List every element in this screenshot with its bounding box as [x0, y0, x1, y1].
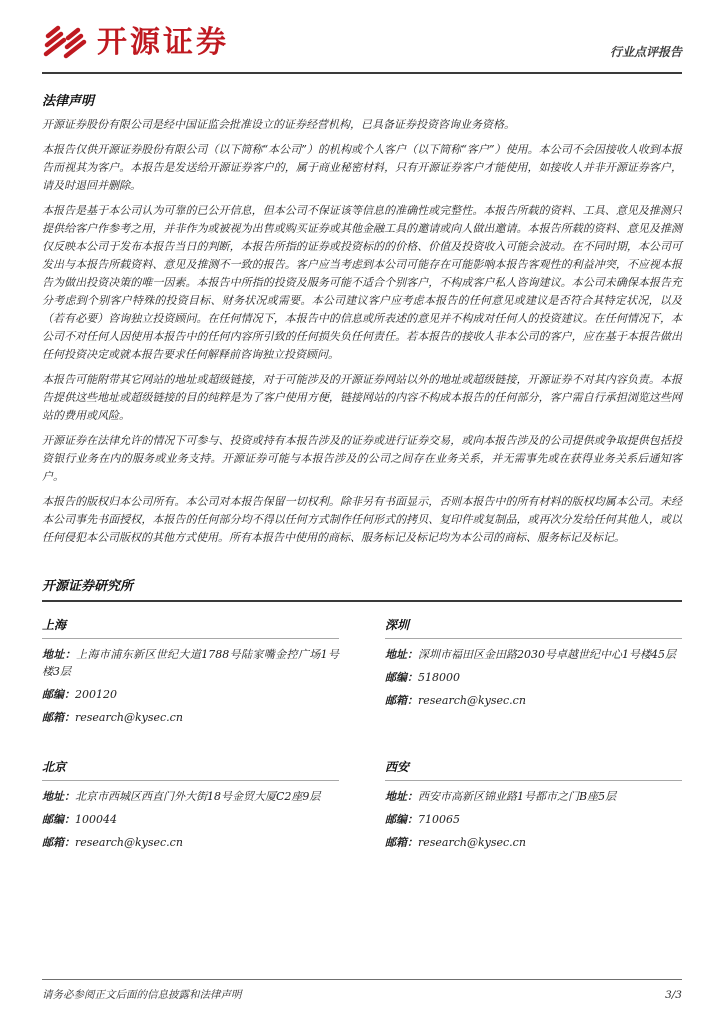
office-shanghai — [42, 616, 339, 732]
report-type-label: 行业点评报告 — [609, 45, 682, 59]
page-footer — [42, 979, 682, 1002]
office-grid — [42, 616, 682, 857]
office-email — [385, 834, 682, 851]
office-email — [42, 834, 339, 851]
postal-value: 518000 — [418, 671, 460, 684]
address-label: 地址： — [385, 790, 418, 803]
office-postal — [385, 811, 682, 828]
email-value: research@kysec.cn — [75, 711, 183, 724]
email-value: research@kysec.cn — [75, 836, 183, 849]
office-postal — [42, 811, 339, 828]
legal-title: 法律声明 — [42, 94, 95, 109]
legal-paragraph: 本报告的版权归本公司所有。本公司对本报告保留一切权利。除非另有书面显示，否则本报告中的所有材料的版权均属本公司。未经本公司事先书面授权，本报告的任何部分均不得以任何方式制作任何形式的拷贝、复印件或复制品，或再次分发给任何其他人，或以任何侵犯本公司版权的其他方式使用。所有本报告中使用的商标、服务标记及标记均为本公司的商标、服务标记及标记。 — [42, 495, 682, 544]
postal-value: 710065 — [418, 813, 460, 826]
address-label: 地址： — [385, 648, 418, 661]
postal-label: 邮编： — [385, 813, 418, 826]
legal-paragraph: 本报告可能附带其它网站的地址或超级链接，对于可能涉及的开源证券网站以外的地址或超级链接，开源证券不对其内容负责。本报告提供这些地址或超级链接的目的纯粹是为了客户使用方便，链接网站的内容不构成本报告的任何部分，客户需自行承担浏览这些网站的费用或风险。 — [42, 373, 682, 422]
legal-paragraph: 本报告是基于本公司认为可靠的已公开信息，但本公司不保证该等信息的准确性或完整性。本报告所载的资料、工具、意见及推测只提供给客户作参考之用，并非作为或被视为出售或购买证券或其他金融工具的邀请或向人做出邀请。本报告所载的资料、意见及推测仅反映本公司于发布本报告当日的判断，本报告所指的证券或投资标的的价格、价值及投资收入可能会波动。在不同时期，本公司可发出与本报告所载资料、意见及推测不一致的报告。客户应当考虑到本公司可能存在可能影响本报告客观性的利益冲突，不应视本报告为做出投资决策的唯一因素。本报告中所指的投资及服务可能不适合个别客户，不构成客户私人咨询建议。本公司未确保本报告充分考虑到个别客户特殊的投资目标、财务状况或需要。本公司建议客户应考虑本报告的任何意见或建议是否符合其特定状况，以及（若有必要）咨询独立投资顾问。在任何情况下，本报告中的信息或所表述的意见并不构成对任何人的投资建议。在任何情况下，本公司不对任何人因使用本报告中的任何内容所引致的任何损失负任何责任。若本报告的接收人非本公司的客户，应在基于本报告做出任何投资决定或就本报告要求任何解释前咨询独立投资顾问。 — [42, 204, 682, 361]
legal-paragraph: 开源证券在法律允许的情况下可参与、投资或持有本报告涉及的证券或进行证券交易，或向本报告涉及的公司提供或争取提供包括投资银行业务在内的服务或业务支持。开源证券可能与本报告涉及的公司之间存在业务关系，并无需事先或在获得业务关系后通知客户。 — [42, 434, 682, 483]
email-label: 邮箱： — [385, 694, 418, 707]
office-address — [42, 646, 339, 680]
office-address — [42, 788, 339, 805]
brand-logo — [42, 24, 229, 62]
page-header — [42, 24, 682, 74]
email-value: research@kysec.cn — [418, 694, 526, 707]
postal-value: 100044 — [75, 813, 117, 826]
office-postal — [42, 686, 339, 703]
postal-label: 邮编： — [42, 813, 75, 826]
address-value: 北京市西城区西直门外大街18号金贸大厦C2座9层 — [75, 790, 321, 803]
research-institute-section — [42, 575, 682, 857]
office-city-name: 北京 — [42, 758, 339, 781]
address-value: 上海市浦东新区世纪大道1788号陆家嘴金控广场1号楼3层 — [42, 648, 339, 678]
page-number: 3/3 — [665, 989, 682, 1001]
research-institute-title: 开源证券研究所 — [42, 575, 682, 602]
postal-label: 邮编： — [385, 671, 418, 684]
office-beijing — [42, 758, 339, 857]
postal-label: 邮编： — [42, 688, 75, 701]
email-value: research@kysec.cn — [418, 836, 526, 849]
office-postal — [385, 669, 682, 686]
address-value: 西安市高新区锦业路1号都市之门B座5层 — [418, 790, 617, 803]
address-label: 地址： — [42, 790, 75, 803]
legal-statement-section — [42, 90, 682, 547]
office-address — [385, 646, 682, 663]
office-city-name: 上海 — [42, 616, 339, 639]
address-label: 地址： — [42, 648, 77, 661]
office-xian — [385, 758, 682, 857]
office-city-name: 西安 — [385, 758, 682, 781]
email-label: 邮箱： — [42, 711, 75, 724]
email-label: 邮箱： — [385, 836, 418, 849]
office-email — [385, 692, 682, 709]
footer-disclaimer: 请务必参阅正文后面的信息披露和法律声明 — [42, 989, 242, 1001]
email-label: 邮箱： — [42, 836, 75, 849]
office-email — [42, 709, 339, 726]
address-value: 深圳市福田区金田路2030号卓越世纪中心1号楼45层 — [418, 648, 676, 661]
brand-logo-text: 开源证券 — [97, 25, 229, 60]
postal-value: 200120 — [75, 688, 117, 701]
office-shenzhen — [385, 616, 682, 732]
office-address — [385, 788, 682, 805]
brand-logo-icon — [42, 24, 88, 62]
legal-paragraph: 开源证券股份有限公司是经中国证监会批准设立的证券经营机构，已具备证券投资咨询业务资格。 — [42, 118, 515, 131]
office-city-name: 深圳 — [385, 616, 682, 639]
legal-paragraph: 本报告仅供开源证券股份有限公司（以下简称“本公司”）的机构或个人客户（以下简称“客户”）使用。本公司不会因接收人收到本报告而视其为客户。本报告是发送给开源证券客户的，属于商业秘密材料，只有开源证券客户才能使用，如接收人并非开源证券客户，请及时退回并删除。 — [42, 143, 682, 192]
